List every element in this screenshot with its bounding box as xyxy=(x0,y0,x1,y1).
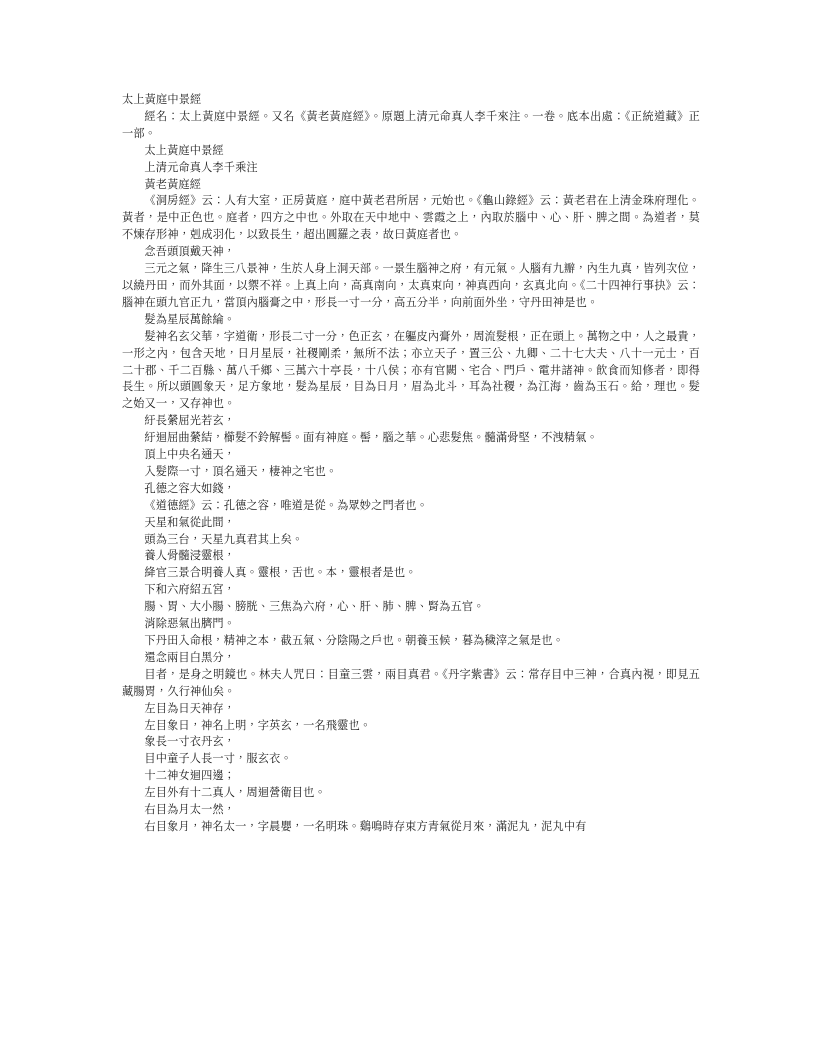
text-block-comment-5: 《道德經》云：孔德之容，唯道是從。為眾妙之門者也。 xyxy=(144,498,428,512)
text-block-comment-2: 髮神名玄父華，字道衛，形長二寸一分，色正玄，在軀皮內膏外，周流髮根，正在頭上。萬物之中，人之最貴，一形之內，包含天地，日月星辰，社稷剛柔，無所不法；亦立天子，置三公、九卿、二十七大夫、八十一元士，百二十郡、千二百縣、萬八千鄉、三萬六十亭長，十八侯；亦有官闕、宅合、門戶、電井諸神。飲食而知修者，即得長生。所以頭圓象天，足方象地，髮為星辰，目為日月，眉為北斗，耳為社稷，為江海，齒為玉石。給，理也。髮之始又一，又存神也。 xyxy=(122,329,700,411)
text-block-verse-2: 髮為星辰萬餘綸。 xyxy=(144,312,236,326)
text-block-verse-5: 孔德之容大如錢， xyxy=(144,481,236,495)
text-block-verse-3: 紆長縈屈光若玄， xyxy=(144,414,236,428)
text-block-comment-13: 左目外有十二真人，周迴營衛目也。 xyxy=(144,786,326,800)
text-block-comment-12: 目中童子人長一寸，服玄衣。 xyxy=(144,752,292,766)
text-block-verse-12: 象長一寸衣丹玄， xyxy=(144,735,236,749)
text-block-comment-11: 左目象日，神名上明，字英玄，一名飛靈也。 xyxy=(144,718,372,732)
text-block-sutra-title: 太上黃庭中景經 xyxy=(144,143,224,157)
text-block-verse-14: 右目為月太一然， xyxy=(144,803,236,817)
text-block-verse-4: 頂上中央名通天， xyxy=(144,448,236,462)
text-block-comment-3: 紆迴屈曲縈結，櫛髮不鈴解髻。面有神庭。髻，腦之華。心悲髮焦。髓滿骨堅，不洩精氣。 xyxy=(144,431,598,445)
text-block-verse-1: 念吾頭頂戴天神， xyxy=(144,245,236,259)
text-block-alt-title: 黃老黃庭經 xyxy=(144,177,202,191)
text-block-dongfang-commentary: 《洞房經》云：人有大室，正房黃庭，庭中黃老君所居，元始也。《龜山錄經》云：黃老君在上清金珠府理化。黃者，是中正色也。庭者，四方之中也。外取在天中地中、雲霞之上，內取於腦中、心、肝、脾之間。為道者，莫不煉存形神，剋成羽化，以致長生，超出圓羅之表，故曰黃庭者也。 xyxy=(122,194,700,242)
text-block-annotator: 上清元命真人李千乘注 xyxy=(144,160,258,174)
text-block-comment-8: 腸、胃、大小腸、膀胱、三焦為六府，心、肝、肺、脾、腎為五官。 xyxy=(144,600,485,614)
document-text-column xyxy=(122,92,700,836)
text-block-verse-13: 十二神女迴四邊； xyxy=(144,769,236,783)
text-block-comment-7: 絳官三景合明養人真。靈根，舌也。本，靈根者是也。 xyxy=(144,566,417,580)
text-block-comment-6: 頭為三台，天星九真君其上矣。 xyxy=(144,532,304,546)
text-block-title-head: 太上黃庭中景經 xyxy=(122,93,202,106)
text-block-verse-10: 還念兩目白黑分， xyxy=(144,650,236,664)
text-block-verse-6: 天星和氣從此間， xyxy=(144,515,236,529)
text-block-comment-4: 入髮際一寸，頂名通天，棲神之宅也。 xyxy=(144,464,338,478)
text-block-comment-14: 右目象月，神名太一，字晨嬰，一名明珠。鷄鳴時存束方青氣從月來，滿泥丸，泥丸中有 xyxy=(144,819,587,833)
text-block-comment-10: 目者，是身之明鏡也。林夫人咒曰：目童三雲，兩目真君。《丹字紫書》云：常存目中三神，合真內視，即見五藏腸胃，久行神仙矣。 xyxy=(122,667,700,698)
text-block-colophon: 經名：太上黃庭中景經。又名《黃老黃庭經》。原題上清元命真人李千來注。一卷。底本出處：《正統道藏》正一部。 xyxy=(122,109,700,140)
text-block-verse-11: 左目為日天神存， xyxy=(144,701,236,715)
text-block-comment-9: 下丹田入命根，精神之本，截五氣、分陰陽之戶也。朝養玉候，暮為穢滓之氣是也。 xyxy=(144,634,564,647)
text-block-verse-8: 下和六府紹五宮， xyxy=(144,583,236,597)
text-block-comment-1: 三元之氣，降生三八景神，生於人身上洞天部。一景生腦神之府，有元氣。人腦有九瓣，內生九真，皆列次位，以繞丹田，而外其面，以禦不祥。上真上向，高真南向，太真束向，神真西向，玄真北向。《二十四神行事抉》云：腦神在頭九官正九，當頂內腦膏之中，形長一寸一分，高五分半，向前面外坐，守丹田神是也。 xyxy=(122,262,700,309)
text-block-verse-7: 養人骨髓浸靈根， xyxy=(144,549,236,563)
text-block-verse-9: 消除惡氣出臍門。 xyxy=(144,617,236,631)
